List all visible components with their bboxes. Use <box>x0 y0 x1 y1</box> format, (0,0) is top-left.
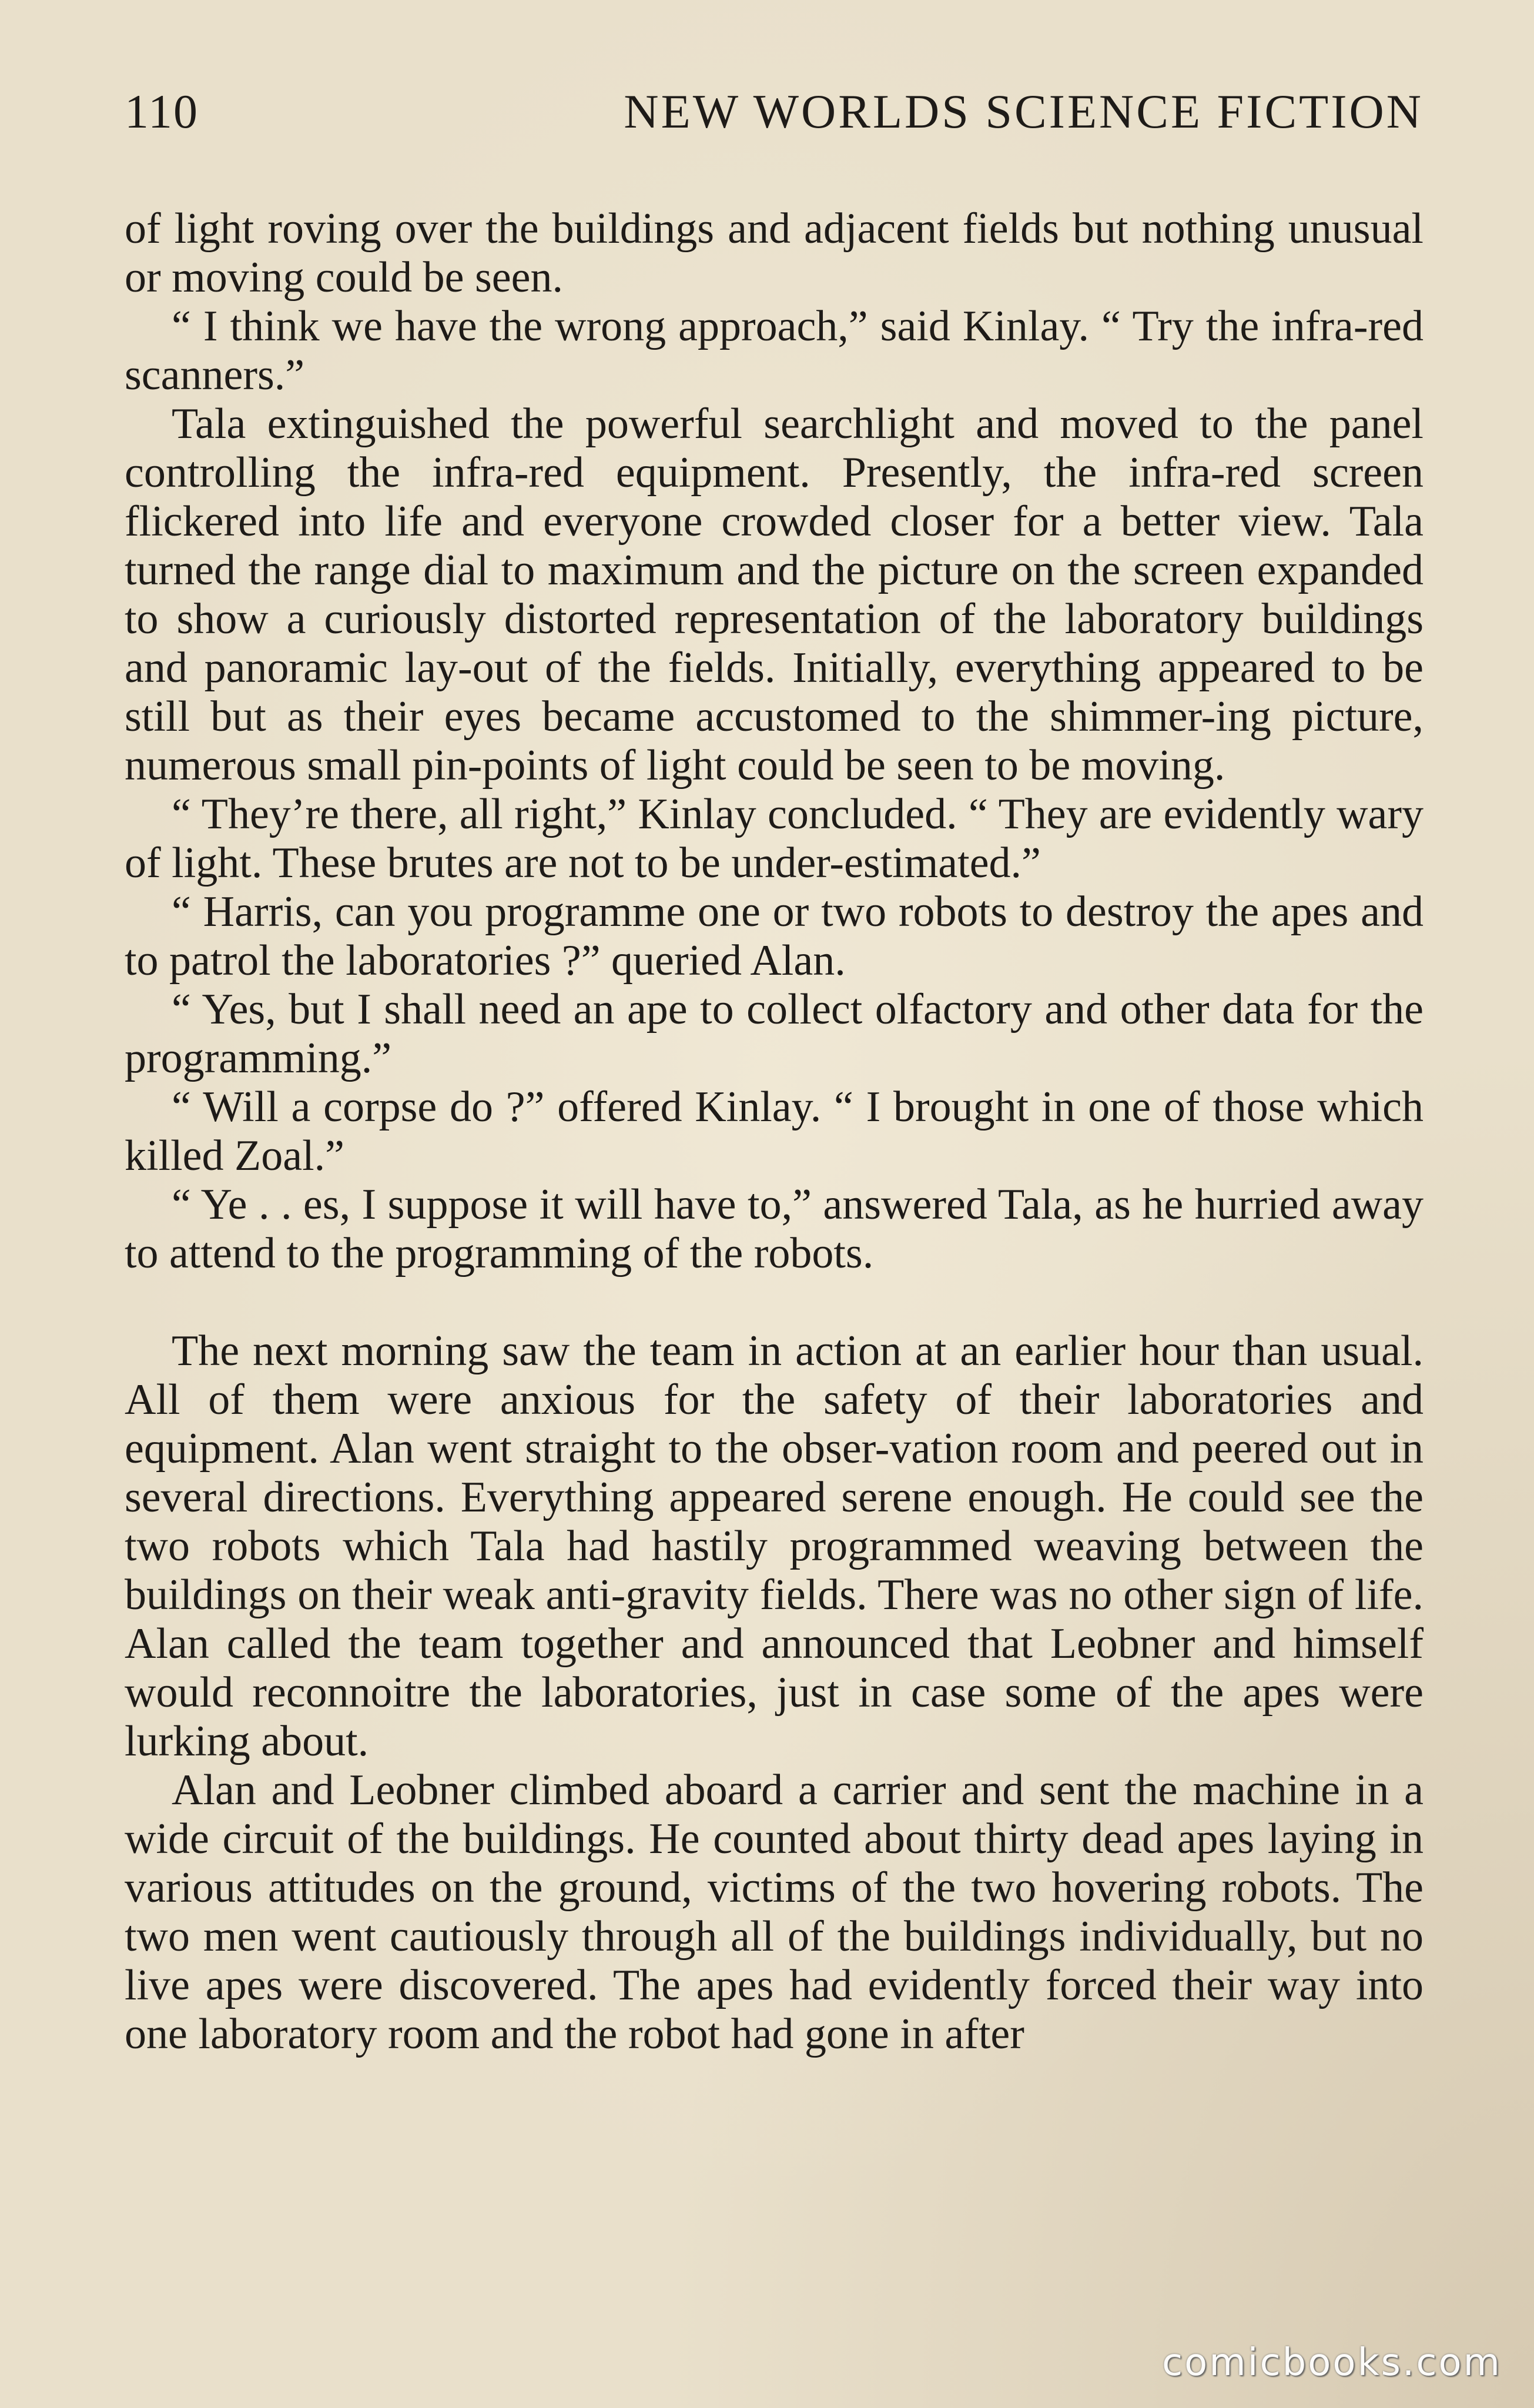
paragraph: “ Harris, can you programme one or two robots to destroy the apes and to patrol the laboratories ?” queried Alan. <box>125 888 1424 985</box>
paragraph: of light roving over the buildings and adjacent fields but nothing unusual or moving could be seen. <box>125 205 1424 302</box>
paragraph: “ They’re there, all right,” Kinlay concluded. “ They are evidently wary of light. These brutes are not to be under-estimated.” <box>125 790 1424 887</box>
paragraph: Alan and Leobner climbed aboard a carrier and sent the machine in a wide circuit of the buildings. He counted about thirty dead apes laying in various attitudes on the ground, victims of the two hovering robots. The two men went cautiously through all of the buildings individually, but no live apes were discovered. The apes had evidently forced their way into one laboratory room and the robot had gone in after <box>125 1766 1424 2058</box>
magazine-title: NEW WORLDS SCIENCE FICTION <box>624 85 1424 138</box>
paragraph: “ I think we have the wrong approach,” said Kinlay. “ Try the infra-red scanners.” <box>125 302 1424 399</box>
paragraph: “ Yes, but I shall need an ape to collect olfactory and other data for the programming.” <box>125 985 1424 1082</box>
paragraph: “ Will a corpse do ?” offered Kinlay. “ I brought in one of those which killed Zoal.” <box>125 1083 1424 1180</box>
paragraph: “ Ye . . es, I suppose it will have to,” answered Tala, as he hurried away to attend to the programming of the robots. <box>125 1180 1424 1277</box>
paragraph: The next morning saw the team in action at an earlier hour than usual. All of them were anxious for the safety of their laboratories and equipment. Alan went straight to the obser-vation room and peered out in several directions. Everything appeared serene enough. He could see the two robots which Tala had hastily programmed weaving between the buildings on their weak anti-gravity fields. There was no other sign of life. Alan called the team together and announced that Leobner and himself would reconnoitre the laboratories, just in case some of the apes were lurking about. <box>125 1327 1424 1765</box>
site-watermark: comicbooks.com <box>1161 2341 1502 2384</box>
running-header <box>125 82 1424 141</box>
page-number: 110 <box>125 85 199 138</box>
paragraph: Tala extinguished the powerful searchlight and moved to the panel controlling the infra-red equipment. Presently, the infra-red screen flickered into life and everyone crowded closer for a better view. Tala turned the range dial to maximum and the picture on the screen expanded to show a curiously distorted representation of the laboratory buildings and panoramic lay-out of the fields. Initially, everything appeared to be still but as their eyes became accustomed to the shimmer-ing picture, numerous small pin-points of light could be seen to be moving. <box>125 400 1424 790</box>
page-body <box>125 205 1424 2059</box>
book-page <box>125 82 1424 2059</box>
